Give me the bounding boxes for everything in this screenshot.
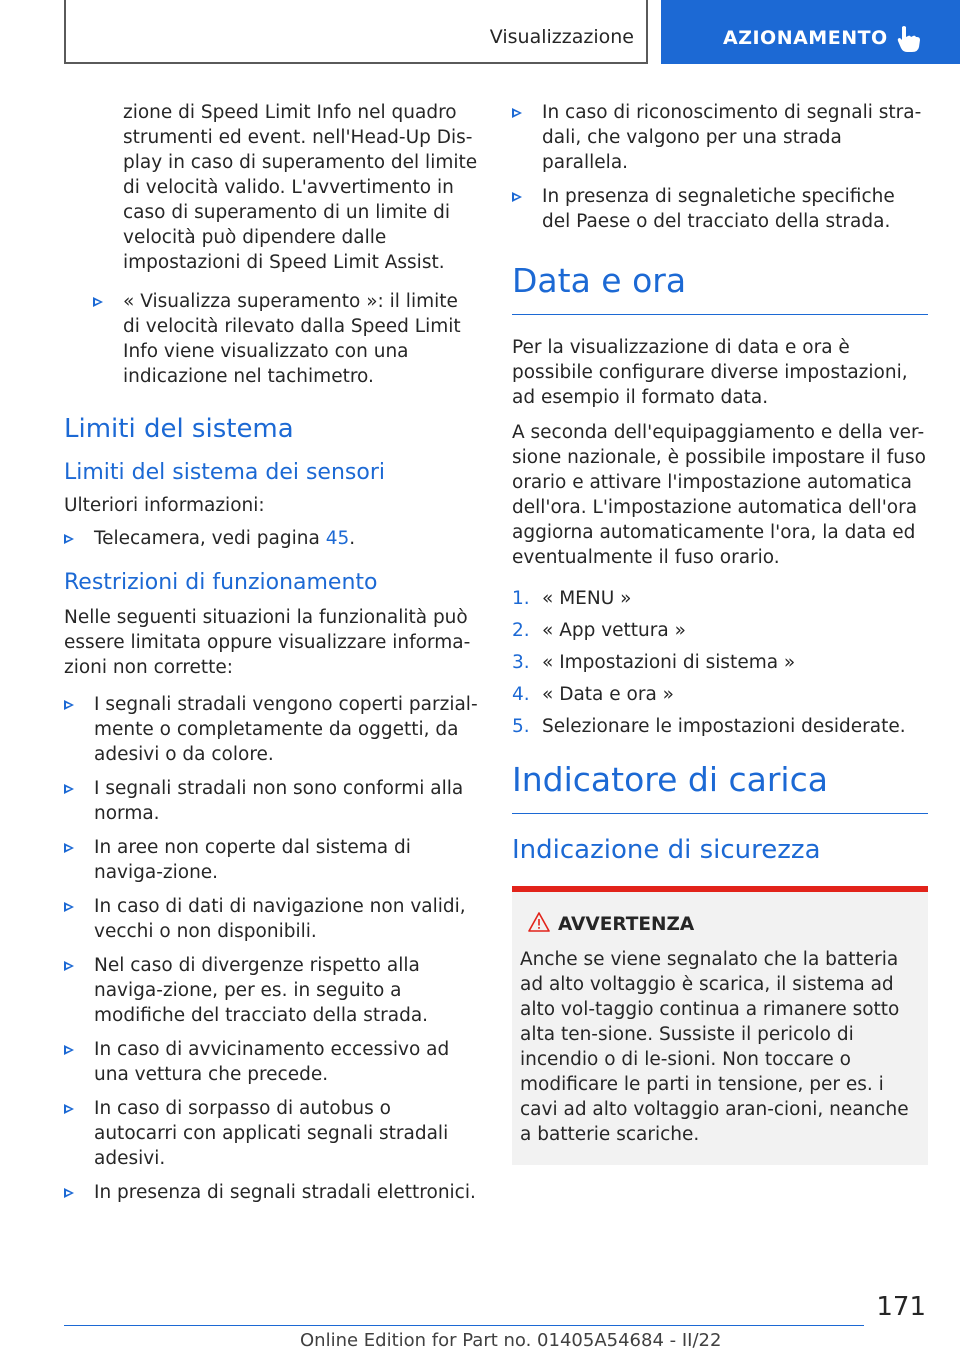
list-item-text: I segnali stradali non sono conformi alla norma. [94,778,464,824]
step-number: 1. [512,588,530,609]
list-item [64,1037,480,1087]
right-bullet-list [512,100,928,234]
step-item [512,618,928,643]
intro-paragraph: zione di Speed Limit Info nel quadro strumenti ed event. nell'Head-Up Dis-play in caso di superamento del limite di velocità valido. L'avvertimento in caso di superamento di un limite di velocità può dipendere dalle impostazioni di Speed Limit Assist. [123,102,478,273]
list-item-text: In presenza di segnaletiche specifiche del Paese o del tracciato della strada. [542,186,895,232]
edition-note: Online Edition for Part no. 01405A54684 - II/22 [300,1330,722,1351]
triangle-bullet-icon [512,108,522,118]
heading-sensor-limits: Limiti del sistema dei sensori [64,460,385,485]
warning-triangle-icon [528,912,550,932]
more-info-label: Ulteriori informazioni: [64,495,265,516]
triangle-bullet-icon [64,1188,74,1198]
pointing-hand-icon [897,25,921,53]
heading-safety-note: Indicazione di sicurezza [512,835,821,865]
right-column [512,100,928,1165]
triangle-bullet-icon [64,843,74,853]
step-number: 4. [512,684,530,705]
step-item [512,650,928,675]
list-item-text: Nel caso di divergenze rispetto alla naviga-zione, per es. in seguito a modifiche del tracciato della strada. [94,955,429,1026]
step-number: 5. [512,716,530,737]
step-item [512,714,928,739]
list-item-text: In aree non coperte dal sistema di naviga-zione. [94,837,411,883]
triangle-bullet-icon [64,1104,74,1114]
list-item-text: In caso di avvicinamento eccessivo ad una vettura che precede. [94,1039,450,1085]
warning-box [512,886,928,1165]
triangle-bullet-icon [512,192,522,202]
step-item [512,682,928,707]
list-item [64,1096,480,1171]
list-item [64,1180,480,1205]
list-item: « Visualizza superamento »: il limite di velocità rilevato dalla Speed Limit Info viene visualizzato con una indicazione nel tachimetro. [93,289,480,389]
restrictions-intro: Nelle seguenti situazioni la funzionalità può essere limitata oppure visualizzare informa-zioni non corrette: [64,607,471,678]
date-paragraph-1: Per la visualizzazione di data e ora è possibile configurare diverse impostazioni, ad esempio il formato data. [512,337,908,408]
triangle-bullet-icon [64,534,74,544]
list-item [64,953,480,1028]
list-item [64,776,480,826]
triangle-bullet-icon [64,784,74,794]
list-item [64,835,480,885]
list-item-text: In caso di riconoscimento di segnali stra-dali, che valgono per una strada parallela. [542,102,922,173]
list-item-text: I segnali stradali vengono coperti parzial-mente o completamente da oggetti, da adesivi o da colore. [94,694,478,765]
page-number: 171 [876,1292,926,1322]
footer-divider [64,1325,864,1326]
list-item [64,692,480,767]
list-item-text: In presenza di segnali stradali elettronici. [94,1182,476,1203]
warning-title: AVVERTENZA [558,914,695,935]
heading-date-time: Data e ora [512,260,928,315]
list-item: Telecamera, vedi pagina 45. [64,526,480,551]
step-text: « App vettura » [542,620,686,641]
heading-limits: Limiti del sistema [64,414,294,444]
step-number: 3. [512,652,530,673]
heading-restrictions: Restrizioni di funzionamento [64,570,378,595]
list-item-text: In caso di sorpasso di autobus o autocarri con applicati segnali stradali adesivi. [94,1098,449,1169]
intro-list [93,289,480,389]
header-chapter-title: AZIONAMENTO [723,27,888,49]
warning-text: Anche se viene segnalato che la batteria ad alto voltaggio è scarica, il sistema ad alto vol-taggio continua a rimanere sotto alta ten-sione. Sussiste il pericolo di incendio o di le-sioni. Non toccare o modificare le parti in tensione, per es. i cavi ad alto voltaggio aran-cioni, neanche a batterie scariche. [520,949,909,1145]
list-item [512,100,928,175]
step-text: Selezionare le impostazioni desiderate. [542,716,906,737]
left-column [64,100,480,1214]
page-link[interactable]: 45 [325,528,350,549]
step-text: « Impostazioni di sistema » [542,652,796,673]
steps-list [512,586,928,739]
list-item [512,184,928,234]
step-number: 2. [512,620,530,641]
camera-list [64,526,480,551]
triangle-bullet-icon [64,961,74,971]
header-section-title: Visualizzazione [489,26,634,48]
heading-charge-indicator: Indicatore di carica [512,759,928,814]
step-text: « MENU » [542,588,632,609]
date-paragraph-2: A seconda dell'equipaggiamento e della ver-sione nazionale, è possibile impostare il fuso orario e attivare l'impostazione automatica dell'ora. L'impostazione automatica dell'ora aggiorna automaticamente l'ora, la data ed eventualmente il fuso orario. [512,422,926,568]
warning-title-row [520,912,920,937]
triangle-bullet-icon [64,700,74,710]
step-text: « Data e ora » [542,684,674,705]
header-section-box [64,0,648,64]
triangle-bullet-icon [64,902,74,912]
triangle-bullet-icon [93,297,103,307]
header-chapter-tab[interactable] [661,0,960,64]
list-item-text: In caso di dati di navigazione non validi, vecchi o non disponibili. [94,896,466,942]
step-item [512,586,928,611]
triangle-bullet-icon [64,1045,74,1055]
list-item [64,894,480,944]
restrictions-list [64,692,480,1205]
